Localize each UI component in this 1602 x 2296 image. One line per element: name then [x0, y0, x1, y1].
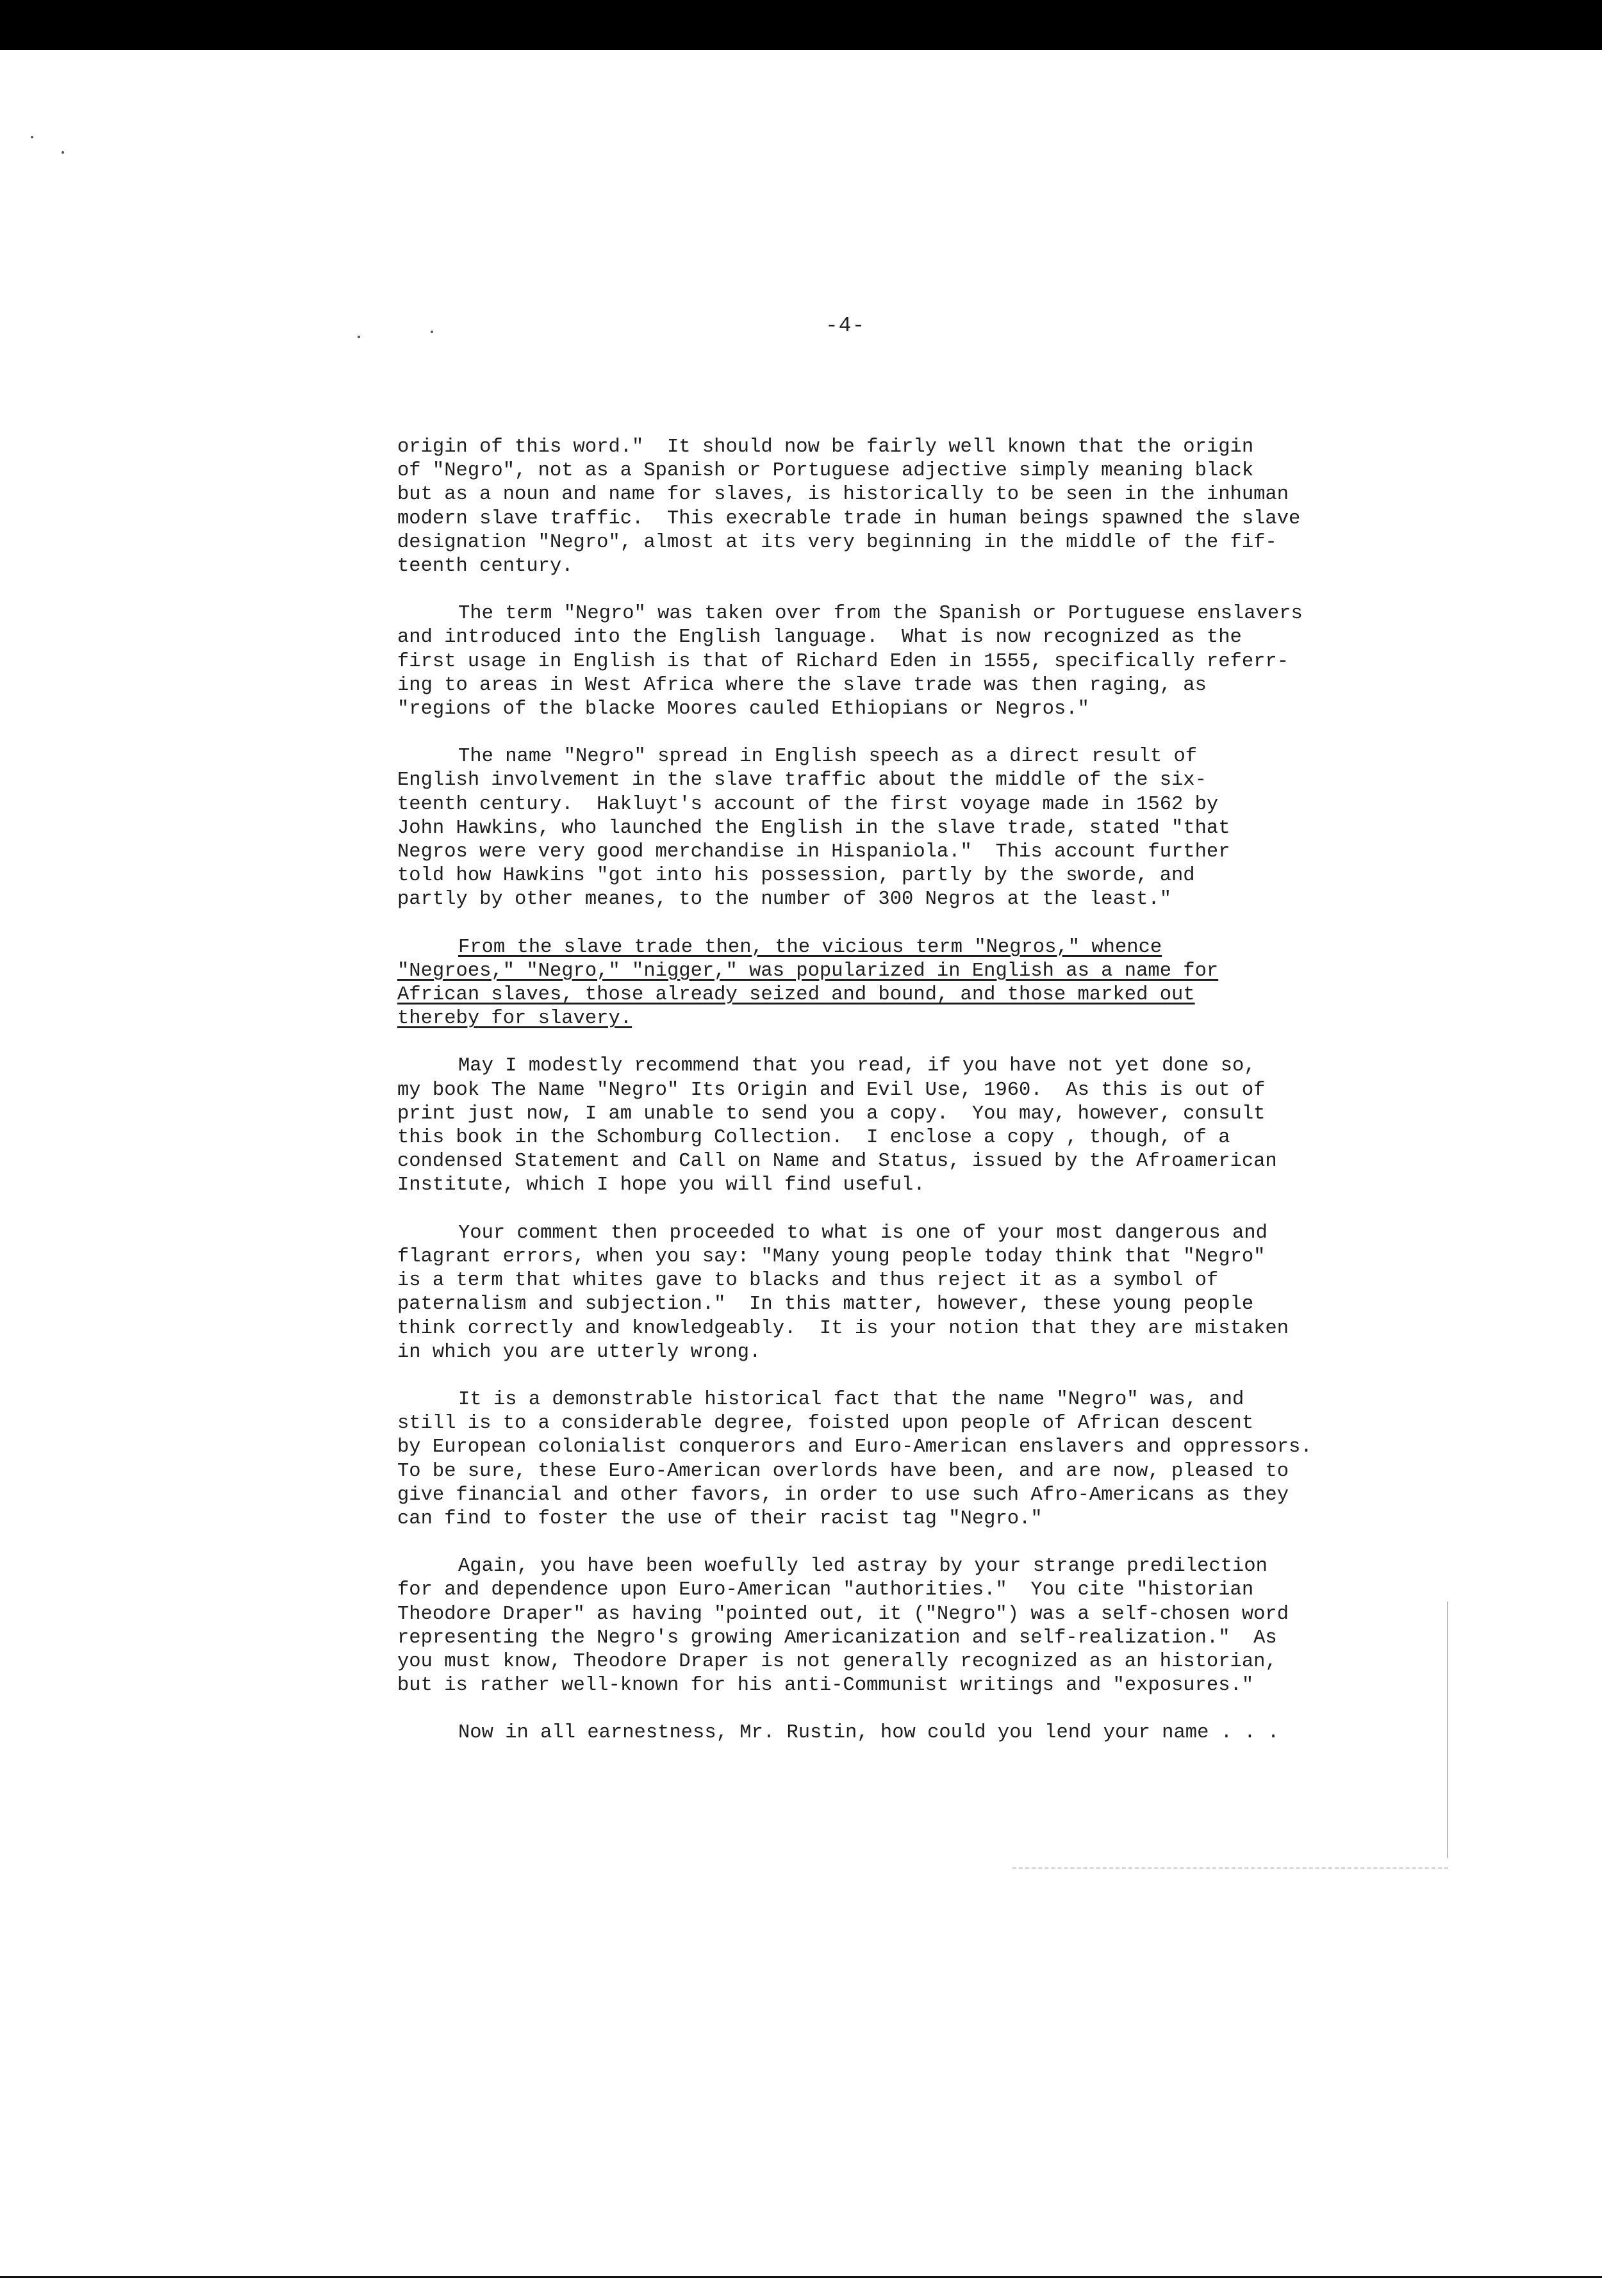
text-line: first usage in English is that of Richard Eden in 1555, specifically referr- [397, 650, 1289, 673]
paragraph-7 [397, 1388, 1397, 1531]
scan-speck [62, 151, 64, 154]
text-line: this book in the Schomburg Collection. I enclose a copy , though, of a [397, 1127, 1230, 1149]
paragraph-3 [397, 745, 1397, 912]
paragraph-2 [397, 602, 1397, 721]
text-line: can find to foster the use of their racist tag "Negro." [397, 1507, 1043, 1530]
text-line: is a term that whites gave to blacks and thus reject it as a symbol of [397, 1270, 1219, 1292]
text-line: paternalism and subjection." In this matter, however, these young people [397, 1293, 1254, 1316]
text-line: designation "Negro", almost at its very beginning in the middle of the fif- [397, 531, 1277, 554]
text-line: flagrant errors, when you say: "Many young people today think that "Negro" [397, 1245, 1266, 1268]
text-line: teenth century. Hakluyt's account of the first voyage made in 1562 by [397, 793, 1219, 816]
scan-bottom-edge [0, 2276, 1602, 2278]
text-line: It is a demonstrable historical fact that the name "Negro" was, and [458, 1388, 1244, 1411]
text-line: and introduced into the English language. What is now recognized as the [397, 627, 1242, 649]
scan-top-border [0, 0, 1602, 50]
text-line: May I modestly recommend that you read, if you have not yet done so, [458, 1055, 1256, 1078]
text-line: think correctly and knowledgeably. It is your notion that they are mistaken [397, 1317, 1289, 1340]
paragraph-1 [397, 436, 1397, 578]
text-line: Institute, which I hope you will find useful. [397, 1174, 925, 1197]
text-line: English involvement in the slave traffic about the middle of the six- [397, 769, 1207, 792]
text-line: still is to a considerable degree, foisted upon people of African descent [397, 1413, 1254, 1435]
text-line: print just now, I am unable to send you a copy. You may, however, consult [397, 1103, 1266, 1125]
scan-speck [358, 336, 360, 338]
scan-speck [31, 136, 33, 138]
margin-pencil-line [1447, 1602, 1448, 1858]
text-line: thereby for slavery. [397, 1008, 632, 1030]
text-line: representing the Negro's growing Americanization and self-realization." As [397, 1627, 1277, 1649]
text-line: From the slave trade then, the vicious term "Negros," whence [458, 936, 1162, 958]
text-line: modern slave traffic. This execrable trade in human beings spawned the slave [397, 507, 1301, 530]
text-line: by European colonialist conquerors and Euro-American enslavers and oppressors. [397, 1436, 1312, 1459]
text-line: but is rather well-known for his anti-Communist writings and "exposures." [397, 1675, 1254, 1697]
text-line: Now in all earnestness, Mr. Rustin, how could you lend your name . . . [458, 1722, 1280, 1744]
text-line: give financial and other favors, in order to use such Afro-Americans as they [397, 1484, 1289, 1506]
paragraph-9 [397, 1721, 1397, 1745]
text-line: Negros were very good merchandise in Hispaniola." This account further [397, 841, 1230, 864]
text-line: "regions of the blacke Moores cauled Ethiopians or Negros." [397, 698, 1089, 721]
text-line: Your comment then proceeded to what is one of your most dangerous and [458, 1222, 1268, 1244]
paragraph-8 [397, 1555, 1397, 1698]
text-line: for and dependence upon Euro-American "authorities." You cite "historian [397, 1579, 1254, 1602]
text-line: "Negroes," "Negro," "nigger," was popularized in English as a name for [397, 960, 1219, 982]
text-line: condensed Statement and Call on Name and Status, issued by the Afroamerican [397, 1151, 1277, 1173]
paragraph-5 [397, 1054, 1397, 1197]
paragraph-6 [397, 1222, 1397, 1365]
text-line: ing to areas in West Africa where the slave trade was then raging, as [397, 674, 1207, 696]
text-line: The name "Negro" spread in English speech as a direct result of [458, 746, 1198, 768]
text-line: Theodore Draper" as having "pointed out, it ("Negro") was a self-chosen word [397, 1603, 1289, 1625]
text-line: you must know, Theodore Draper is not generally recognized as an historian, [397, 1650, 1277, 1673]
text-line: teenth century. [397, 555, 574, 578]
text-line: Again, you have been woefully led astray by your strange predilection [458, 1555, 1268, 1578]
text-line: African slaves, those already seized and bound, and those marked out [397, 984, 1195, 1006]
text-line: told how Hawkins "got into his possession, partly by the sworde, and [397, 865, 1195, 887]
paragraph-4-underlined [397, 936, 1397, 1031]
text-line: The term "Negro" was taken over from the Spanish or Portuguese enslavers [458, 603, 1303, 625]
text-line: origin of this word." It should now be fairly well known that the origin [397, 436, 1254, 458]
scan-speck [431, 331, 433, 333]
text-line: partly by other meanes, to the number of 300 Negros at the least." [397, 889, 1171, 911]
text-line: but as a noun and name for slaves, is historically to be seen in the inhuman [397, 484, 1289, 506]
letter-body [397, 436, 1397, 1769]
text-line: my book The Name "Negro" Its Origin and Evil Use, 1960. As this is out of [397, 1079, 1266, 1101]
margin-dashed-line [1012, 1867, 1448, 1869]
text-line: in which you are utterly wrong. [397, 1341, 761, 1363]
page-number: -4- [825, 314, 866, 338]
text-line: of "Negro", not as a Spanish or Portuguese adjective simply meaning black [397, 460, 1254, 482]
text-line: To be sure, these Euro-American overlords have been, and are now, pleased to [397, 1460, 1289, 1482]
text-line: John Hawkins, who launched the English in the slave trade, stated "that [397, 817, 1230, 839]
